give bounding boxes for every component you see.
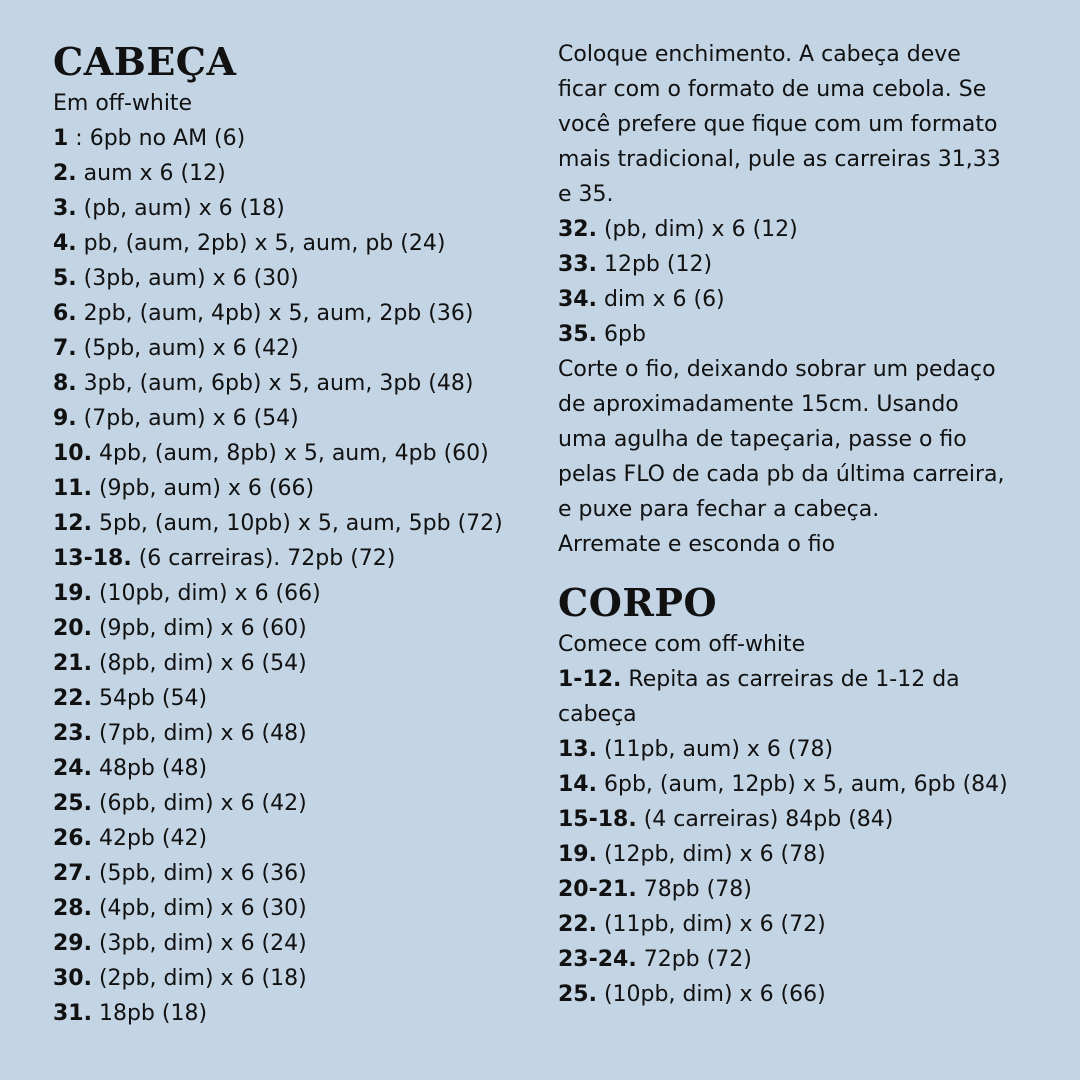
row-number: 32.	[558, 217, 597, 242]
row-number: 27.	[53, 861, 92, 886]
row-instruction: (pb, dim) x 6 (12)	[596, 217, 798, 242]
finish-note	[558, 352, 1038, 562]
row-number: 23-24.	[558, 947, 637, 972]
row-instruction: aum x 6 (12)	[76, 161, 226, 186]
row-instruction: (5pb, dim) x 6 (36)	[91, 861, 307, 886]
row-instruction: (10pb, dim) x 6 (66)	[596, 982, 826, 1007]
row-number: 15-18.	[558, 807, 637, 832]
row-number: 21.	[53, 651, 92, 676]
row-instruction: (6 carreiras). 72pb (72)	[131, 546, 396, 571]
pattern-row	[53, 576, 533, 611]
row-number: 5.	[53, 266, 77, 291]
row-instruction: (3pb, aum) x 6 (30)	[76, 266, 299, 291]
pattern-row	[558, 872, 1038, 907]
pattern-row	[558, 317, 1038, 352]
pattern-row	[53, 191, 533, 226]
pattern-row	[558, 837, 1038, 872]
note-line: Coloque enchimento. A cabeça deve	[558, 42, 961, 67]
row-number: 25.	[558, 982, 597, 1007]
pattern-row	[558, 732, 1038, 767]
note-line: você prefere que fique com um formato	[558, 112, 998, 137]
row-number: 2.	[53, 161, 77, 186]
pattern-row	[558, 977, 1038, 1012]
row-instruction: cabeça	[558, 702, 637, 727]
row-number: 29.	[53, 931, 92, 956]
pattern-row	[53, 331, 533, 366]
row-instruction: 6pb, (aum, 12pb) x 5, aum, 6pb (84)	[596, 772, 1008, 797]
note-line: Corte o fio, deixando sobrar um pedaço	[558, 357, 996, 382]
row-number: 20.	[53, 616, 92, 641]
row-number: 26.	[53, 826, 92, 851]
row-instruction: (9pb, aum) x 6 (66)	[91, 476, 315, 501]
row-instruction: 2pb, (aum, 4pb) x 5, aum, 2pb (36)	[76, 301, 474, 326]
corpo-subtitle: Comece com off-white	[558, 632, 806, 657]
row-instruction: (11pb, aum) x 6 (78)	[596, 737, 834, 762]
row-instruction: (7pb, dim) x 6 (48)	[91, 721, 307, 746]
corpo-rows-list	[558, 662, 1038, 1012]
row-instruction: (5pb, aum) x 6 (42)	[76, 336, 299, 361]
row-instruction: (4 carreiras) 84pb (84)	[636, 807, 894, 832]
pattern-row	[53, 716, 533, 751]
row-instruction: (6pb, dim) x 6 (42)	[91, 791, 307, 816]
row-instruction: 12pb (12)	[596, 252, 713, 277]
row-number: 7.	[53, 336, 77, 361]
row-instruction: 42pb (42)	[91, 826, 208, 851]
pattern-row	[53, 996, 533, 1031]
row-number: 10.	[53, 441, 92, 466]
section-spacer	[558, 562, 1038, 579]
row-instruction: (pb, aum) x 6 (18)	[76, 196, 285, 221]
row-number: 14.	[558, 772, 597, 797]
pattern-row	[53, 401, 533, 436]
pattern-row	[558, 697, 1038, 732]
row-instruction: (3pb, dim) x 6 (24)	[91, 931, 307, 956]
row-instruction: 72pb (72)	[636, 947, 752, 972]
pattern-row	[558, 767, 1038, 802]
pattern-row	[53, 961, 533, 996]
pattern-row	[53, 121, 533, 156]
pattern-row	[558, 942, 1038, 977]
pattern-row	[53, 856, 533, 891]
row-number: 25.	[53, 791, 92, 816]
pattern-row	[53, 646, 533, 681]
row-number: 34.	[558, 287, 597, 312]
pattern-row	[53, 681, 533, 716]
row-instruction: 54pb (54)	[91, 686, 208, 711]
pattern-row	[53, 926, 533, 961]
pattern-row	[53, 156, 533, 191]
row-instruction: 4pb, (aum, 8pb) x 5, aum, 4pb (60)	[91, 441, 489, 466]
row-number: 20-21.	[558, 877, 637, 902]
row-number: 8.	[53, 371, 77, 396]
row-instruction: (4pb, dim) x 6 (30)	[91, 896, 307, 921]
row-instruction: 78pb (78)	[636, 877, 752, 902]
row-number: 13.	[558, 737, 597, 762]
row-number: 28.	[53, 896, 92, 921]
row-number: 31.	[53, 1001, 92, 1026]
row-instruction: (7pb, aum) x 6 (54)	[76, 406, 299, 431]
row-number: 11.	[53, 476, 92, 501]
note-line: mais tradicional, pule as carreiras 31,33	[558, 147, 1001, 172]
note-line: e puxe para fechar a cabeça.	[558, 497, 880, 522]
row-number: 35.	[558, 322, 597, 347]
pattern-row	[558, 212, 1038, 247]
cabeca-heading: CABEÇA	[53, 39, 237, 84]
pattern-row	[558, 907, 1038, 942]
pattern-row	[53, 506, 533, 541]
row-number: 33.	[558, 252, 597, 277]
pattern-row	[558, 247, 1038, 282]
row-number: 12.	[53, 511, 92, 536]
row-number: 19.	[558, 842, 597, 867]
pattern-row	[558, 802, 1038, 837]
note-line: uma agulha de tapeçaria, passe o fio	[558, 427, 967, 452]
row-instruction: Repita as carreiras de 1-12 da	[621, 667, 960, 692]
row-number: 19.	[53, 581, 92, 606]
row-number: 13-18.	[53, 546, 132, 571]
pattern-row	[53, 226, 533, 261]
cabeca-rows-list	[53, 121, 533, 1031]
pattern-row	[53, 821, 533, 856]
pattern-row	[53, 751, 533, 786]
row-instruction: (12pb, dim) x 6 (78)	[596, 842, 826, 867]
row-number: 23.	[53, 721, 92, 746]
row-number: 3.	[53, 196, 77, 221]
row-instruction: (11pb, dim) x 6 (72)	[596, 912, 826, 937]
left-column	[53, 38, 533, 1031]
corpo-heading: CORPO	[558, 580, 718, 625]
pattern-row	[53, 471, 533, 506]
row-number: 6.	[53, 301, 77, 326]
cabeca-subtitle: Em off-white	[53, 91, 193, 116]
row-number: 22.	[558, 912, 597, 937]
row-number: 24.	[53, 756, 92, 781]
pattern-row	[558, 282, 1038, 317]
row-number: 1	[53, 126, 69, 151]
row-instruction: (8pb, dim) x 6 (54)	[91, 651, 307, 676]
row-instruction: pb, (aum, 2pb) x 5, aum, pb (24)	[76, 231, 446, 256]
right-column	[558, 37, 1038, 1012]
row-number: 9.	[53, 406, 77, 431]
row-instruction: (9pb, dim) x 6 (60)	[91, 616, 307, 641]
row-instruction: (10pb, dim) x 6 (66)	[91, 581, 321, 606]
row-instruction: 5pb, (aum, 10pb) x 5, aum, 5pb (72)	[91, 511, 503, 536]
note-line: ficar com o formato de uma cebola. Se	[558, 77, 987, 102]
row-number: 30.	[53, 966, 92, 991]
row-instruction: 6pb	[596, 322, 646, 347]
cabeca-rows-cont-list	[558, 212, 1038, 352]
row-instruction: (2pb, dim) x 6 (18)	[91, 966, 307, 991]
row-number: 22.	[53, 686, 92, 711]
pattern-row	[53, 611, 533, 646]
row-instruction: : 6pb no AM (6)	[68, 126, 246, 151]
note-line: e 35.	[558, 182, 614, 207]
note-line: de aproximadamente 15cm. Usando	[558, 392, 959, 417]
pattern-row	[53, 296, 533, 331]
row-instruction: 48pb (48)	[91, 756, 208, 781]
note-line: Arremate e esconda o fio	[558, 532, 836, 557]
row-number: 1-12.	[558, 667, 622, 692]
pattern-row	[558, 662, 1038, 697]
row-instruction: dim x 6 (6)	[596, 287, 725, 312]
pattern-row	[53, 891, 533, 926]
row-instruction: 18pb (18)	[91, 1001, 208, 1026]
pattern-row	[53, 366, 533, 401]
pattern-row	[53, 786, 533, 821]
pattern-row	[53, 261, 533, 296]
pattern-row	[53, 436, 533, 471]
row-number: 4.	[53, 231, 77, 256]
stuffing-note	[558, 37, 1038, 212]
pattern-row	[53, 541, 533, 576]
note-line: pelas FLO de cada pb da última carreira,	[558, 462, 1005, 487]
row-instruction: 3pb, (aum, 6pb) x 5, aum, 3pb (48)	[76, 371, 474, 396]
